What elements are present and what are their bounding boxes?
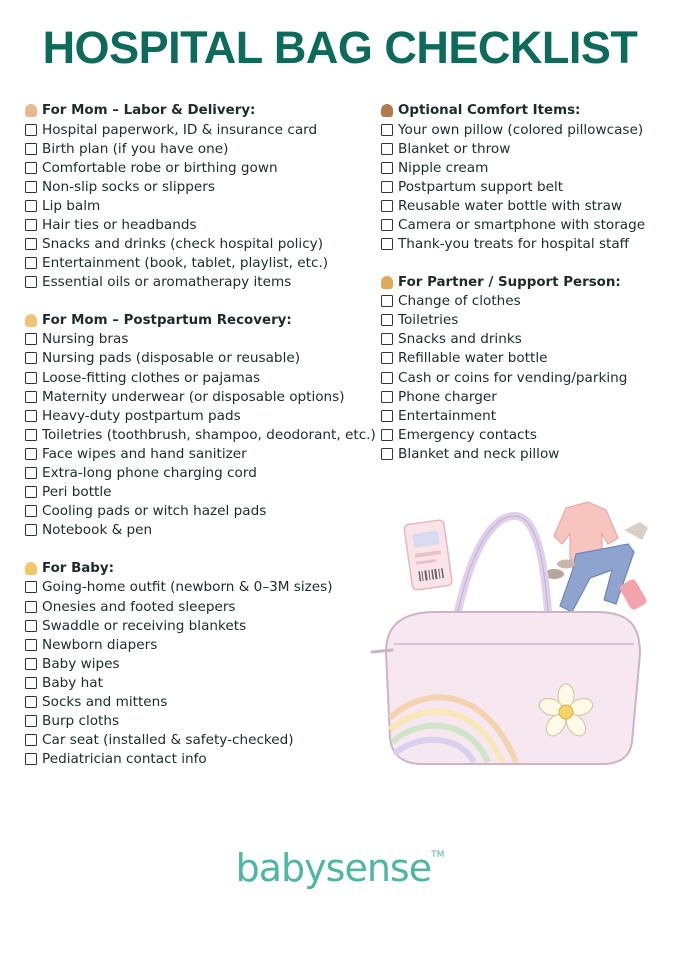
checkbox[interactable] <box>381 391 393 403</box>
checklist-item <box>381 215 671 234</box>
checklist-item <box>25 406 375 425</box>
checklist-item-label: Toiletries <box>398 312 459 329</box>
section-heading <box>25 559 375 578</box>
checklist-item <box>381 387 671 406</box>
checklist-item <box>25 654 375 673</box>
checklist-item-label: Face wipes and hand sanitizer <box>42 445 247 462</box>
teddy-bear-icon <box>381 104 393 117</box>
checkbox[interactable] <box>25 524 37 536</box>
checklist-section <box>25 101 375 292</box>
checklist-item-label: Loose-fitting clothes or pajamas <box>42 369 261 386</box>
checklist-item-label: Lip balm <box>42 197 101 214</box>
checkbox[interactable] <box>25 124 37 136</box>
section-heading-text: For Partner / Support Person: <box>398 274 621 290</box>
checklist-item-label: Camera or smartphone with storage <box>398 217 646 234</box>
checkbox[interactable] <box>25 753 37 765</box>
checklist-item <box>25 750 375 769</box>
checklist-item <box>381 406 671 425</box>
checklist-item-label: Notebook & pen <box>42 522 153 539</box>
checkbox[interactable] <box>25 333 37 345</box>
checklist-item-label: Hair ties or headbands <box>42 217 197 234</box>
checkbox[interactable] <box>25 696 37 708</box>
section-heading-text: For Mom – Labor & Delivery: <box>42 103 256 118</box>
checklist-section <box>381 273 671 464</box>
checklist-item <box>25 158 375 177</box>
checklist-item-label: Going-home outfit (newborn & 0–3M sizes) <box>42 579 333 596</box>
checklist-item <box>25 139 375 158</box>
section-heading-text: Optional Comfort Items: <box>398 103 581 118</box>
checklist-item-label: Toiletries (toothbrush, shampoo, deodorant, etc.) <box>42 426 376 443</box>
checkbox[interactable] <box>25 162 37 174</box>
checkbox[interactable] <box>381 333 393 345</box>
checklist-item <box>25 521 375 540</box>
checklist-item <box>25 349 375 368</box>
mother-icon <box>25 314 37 327</box>
checkbox[interactable] <box>25 200 37 212</box>
checkbox[interactable] <box>381 124 393 136</box>
checklist-item <box>25 444 375 463</box>
checklist-item <box>381 120 671 139</box>
checkbox[interactable] <box>25 677 37 689</box>
checklist-item-label: Hospital paperwork, ID & insurance card <box>42 121 318 138</box>
checkbox[interactable] <box>25 391 37 403</box>
checklist-item <box>381 177 671 196</box>
checklist-item-label: Blanket and neck pillow <box>398 445 560 462</box>
checklist-item-label: Essential oils or aromatherapy items <box>42 274 292 291</box>
checklist-item <box>381 368 671 387</box>
section-heading <box>381 101 671 120</box>
checklist-item-label: Baby wipes <box>42 655 120 672</box>
checkbox[interactable] <box>25 734 37 746</box>
checklist-item-label: Birth plan (if you have one) <box>42 140 229 157</box>
checklist-item-label: Nursing bras <box>42 331 129 348</box>
checklist-item-label: Entertainment (book, tablet, playlist, etc.) <box>42 255 329 272</box>
checkbox[interactable] <box>25 143 37 155</box>
checklist-item-label: Cash or coins for vending/parking <box>398 369 628 386</box>
checkbox[interactable] <box>25 581 37 593</box>
checklist-item <box>381 425 671 444</box>
checklist-item <box>25 368 375 387</box>
checkbox[interactable] <box>381 200 393 212</box>
checkbox[interactable] <box>25 429 37 441</box>
checklist-item-label: Socks and mittens <box>42 693 168 710</box>
checklist-item <box>25 425 375 444</box>
checkbox[interactable] <box>25 219 37 231</box>
checkbox[interactable] <box>381 219 393 231</box>
checklist-item-label: Snacks and drinks (check hospital policy) <box>42 236 324 253</box>
checkbox[interactable] <box>25 448 37 460</box>
checkbox[interactable] <box>25 410 37 422</box>
checklist-item <box>25 578 375 597</box>
checklist-item <box>25 215 375 234</box>
checklist-item <box>25 120 375 139</box>
checklist-item-label: Comfortable robe or birthing gown <box>42 159 278 176</box>
checklist-item-label: Peri bottle <box>42 484 112 501</box>
checklist-section <box>381 101 671 254</box>
checkbox[interactable] <box>381 448 393 460</box>
checklist-item-label: Extra-long phone charging cord <box>42 465 257 482</box>
checklist-item <box>381 235 671 254</box>
checklist-item-label: Car seat (installed & safety-checked) <box>42 732 294 749</box>
checkbox[interactable] <box>25 276 37 288</box>
checkbox[interactable] <box>25 486 37 498</box>
checkbox[interactable] <box>25 601 37 613</box>
section-heading-text: For Mom – Postpartum Recovery: <box>42 312 292 328</box>
checklist-item-label: Maternity underwear (or disposable options) <box>42 388 345 405</box>
checklist-item-label: Non-slip socks or slippers <box>42 178 215 195</box>
checklist-item-label: Thank-you treats for hospital staff <box>398 236 630 253</box>
checkbox[interactable] <box>381 295 393 307</box>
checklist-item <box>25 635 375 654</box>
checklist-item-label: Reusable water bottle with straw <box>398 197 623 214</box>
checklist-item <box>25 254 375 273</box>
checklist-item-label: Blanket or throw <box>398 140 511 157</box>
page-title: HOSPITAL BAG CHECKLIST <box>42 22 638 73</box>
checklist-item <box>25 502 375 521</box>
checklist-item <box>25 235 375 254</box>
checklist-item <box>381 311 671 330</box>
checklist-item <box>25 673 375 692</box>
checklist-item <box>381 158 671 177</box>
checkbox[interactable] <box>381 429 393 441</box>
checklist-item-label: Phone charger <box>398 388 497 405</box>
checklist-item-label: Newborn diapers <box>42 636 158 653</box>
checklist-item-label: Snacks and drinks <box>398 331 522 348</box>
checklist-item-label: Postpartum support belt <box>398 178 564 195</box>
left-column <box>25 101 375 788</box>
checklist-item-label: Nursing pads (disposable or reusable) <box>42 350 301 367</box>
section-heading <box>25 311 375 330</box>
checklist-item-label: Change of clothes <box>398 293 521 310</box>
checklist-section <box>25 311 375 540</box>
checkbox[interactable] <box>25 372 37 384</box>
checklist-item <box>381 139 671 158</box>
section-heading <box>381 273 671 292</box>
checklist-item <box>25 692 375 711</box>
checkbox[interactable] <box>381 143 393 155</box>
checklist-item <box>25 483 375 502</box>
couple-icon <box>381 276 393 289</box>
checklist-item-label: Cooling pads or witch hazel pads <box>42 503 267 520</box>
checklist-item-label: Swaddle or receiving blankets <box>42 617 247 634</box>
checklist-item <box>25 273 375 292</box>
checklist-item <box>381 292 671 311</box>
checkbox[interactable] <box>25 658 37 670</box>
checkbox[interactable] <box>381 238 393 250</box>
checkbox[interactable] <box>25 352 37 364</box>
checklist-item-label: Entertainment <box>398 407 497 424</box>
checklist-item-label: Emergency contacts <box>398 426 537 443</box>
checkbox[interactable] <box>25 238 37 250</box>
checkbox[interactable] <box>381 162 393 174</box>
checklist-item-label: Heavy-duty postpartum pads <box>42 407 241 424</box>
checklist-item <box>25 731 375 750</box>
checkbox[interactable] <box>25 181 37 193</box>
checklist-item-label: Pediatrician contact info <box>42 751 207 768</box>
baby-icon <box>25 562 37 575</box>
checklist-section <box>25 559 375 769</box>
checkbox[interactable] <box>381 181 393 193</box>
checklist-item <box>381 349 671 368</box>
hospital-bag-illustration <box>366 494 656 774</box>
checklist-item-label: Your own pillow (colored pillowcase) <box>398 121 644 138</box>
checklist-item <box>25 597 375 616</box>
right-column <box>381 101 671 483</box>
checkbox[interactable] <box>25 505 37 517</box>
checkbox[interactable] <box>25 620 37 632</box>
checkbox[interactable] <box>25 715 37 727</box>
checklist-item <box>25 616 375 635</box>
checklist-item <box>25 330 375 349</box>
checklist-item <box>25 387 375 406</box>
checklist-item-label: Nipple cream <box>398 159 489 176</box>
checklist-item-label: Baby hat <box>42 674 103 691</box>
checklist-item-label: Refillable water bottle <box>398 350 548 367</box>
checklist-item <box>25 196 375 215</box>
checklist-item <box>25 712 375 731</box>
checkbox[interactable] <box>381 372 393 384</box>
checklist-item <box>381 330 671 349</box>
id-card-icon <box>404 520 453 591</box>
checklist-item <box>25 177 375 196</box>
section-heading <box>25 101 375 120</box>
checkbox[interactable] <box>25 467 37 479</box>
checkbox[interactable] <box>381 410 393 422</box>
checkbox[interactable] <box>25 639 37 651</box>
checklist-item <box>25 464 375 483</box>
checklist-item-label: Onesies and footed sleepers <box>42 598 236 615</box>
woman-icon <box>25 104 37 117</box>
checkbox[interactable] <box>381 314 393 326</box>
checkbox[interactable] <box>381 352 393 364</box>
babysense-logo: babysense™ <box>235 846 445 890</box>
checklist-item-label: Burp cloths <box>42 713 120 730</box>
checklist-item <box>381 196 671 215</box>
section-heading-text: For Baby: <box>42 560 114 576</box>
checklist-item <box>381 444 671 463</box>
checkbox[interactable] <box>25 257 37 269</box>
